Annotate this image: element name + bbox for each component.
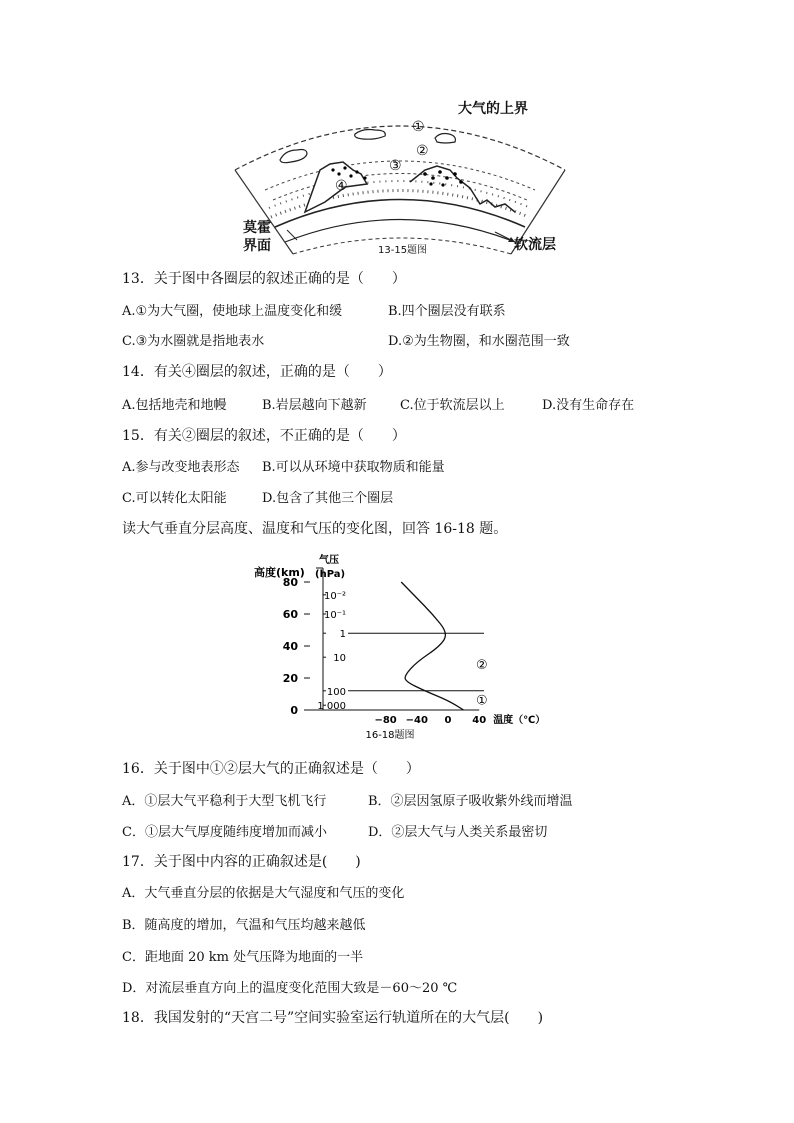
q16-option-d: D．②层大气与人类关系最密切	[368, 825, 548, 840]
section-intro: 读大气垂直分层高度、温度和气压的变化图，回答 16-18 题。	[122, 521, 508, 537]
layer-label-1: ①	[476, 693, 488, 709]
cloud-left	[280, 150, 307, 163]
q16-option-c: C．①层大气厚度随纬度增加而减小	[122, 825, 327, 840]
temperature-tick-label: 0	[444, 715, 452, 726]
height-tick-label: 20	[282, 672, 298, 685]
sphere-label-1: ①	[412, 119, 425, 135]
pressure-tick-label: 1	[339, 629, 346, 641]
atmosphere-chart	[240, 550, 560, 745]
moho-pointer	[287, 230, 297, 240]
sphere-label-2: ②	[416, 143, 429, 159]
pressure-axis-label-2: (hPa)	[315, 569, 346, 580]
q14-option-c: C.位于软流层以上	[400, 398, 505, 413]
q17-option-d: D．对流层垂直方向上的温度变化范围大致是－60～20 ℃	[122, 981, 458, 996]
q14-option-b: B.岩层越向下越新	[262, 398, 367, 413]
q13-option-a: A.①为大气圈，使地球上温度变化和缓	[122, 304, 343, 319]
height-tick-label: 80	[282, 576, 298, 589]
q17-option-b: B．随高度的增加，气温和气压均越来越低	[122, 918, 366, 933]
q17-option-c: C．距地面 20 km 处气压降为地面的一半	[122, 950, 364, 965]
cloud-right	[435, 134, 455, 144]
pressure-tick-label: 10⁻²	[323, 590, 346, 602]
pressure-tick-label: 100	[326, 686, 346, 698]
asthenosphere-label: 软流层	[514, 237, 556, 253]
q17-stem: 17．关于图中内容的正确叙述是( )	[122, 854, 361, 870]
pressure-tick-label: 1 000	[317, 701, 346, 713]
q13-option-c: C.③为水圈就是指地表水	[122, 334, 265, 349]
q16-option-a: A．①层大气平稳利于大型飞机飞行	[122, 794, 327, 809]
q15-option-d: D.包含了其他三个圈层	[262, 491, 394, 506]
moho-label-line1: 莫霍	[243, 220, 271, 236]
height-tick-label: 40	[282, 640, 298, 653]
q14-option-d: D.没有生命存在	[542, 398, 635, 413]
pressure-tick-label: 10	[333, 653, 346, 665]
q15-option-b: B.可以从环境中获取物质和能量	[262, 460, 445, 475]
lithosphere-base-line	[285, 220, 515, 243]
q16-stem: 16．关于图中①②层大气的正确叙述是（ ）	[122, 761, 420, 777]
q15-stem: 15．有关②圈层的叙述，不正确的是（ ）	[122, 428, 406, 444]
atmosphere-upper-boundary-label: 大气的上界	[458, 101, 528, 117]
q15-option-a: A.参与改变地表形态	[122, 460, 240, 475]
layer-label-2: ②	[476, 658, 488, 674]
pressure-axis-label-1: 气压	[319, 555, 339, 566]
height-tick-label: 60	[282, 608, 298, 621]
q18-stem: 18．我国发射的“天宫二号”空间实验室运行轨道所在的大气层( )	[122, 1010, 544, 1026]
q17-option-a: A．大气垂直分层的依据是大气湿度和气压的变化	[122, 886, 405, 901]
pressure-tick-label: 10⁻¹	[323, 610, 346, 621]
q13-option-b: B.四个圈层没有联系	[388, 304, 506, 319]
figure1-caption: 13-15题图	[378, 245, 428, 256]
temperature-axis-label: 温度（℃）	[493, 715, 546, 726]
q13-stem: 13．关于图中各圈层的叙述正确的是（ ）	[122, 271, 406, 287]
q16-option-b: B．②层因氢原子吸收紫外线而增温	[368, 794, 573, 809]
q14-option-a: A.包括地壳和地幔	[122, 398, 227, 413]
sphere-label-3: ③	[389, 158, 402, 174]
q13-option-d: D.②为生物圈，和水圈范围一致	[388, 334, 570, 349]
height-tick-label: 0	[290, 704, 298, 717]
figure2-caption: 16-18题图	[365, 730, 415, 741]
sphere-label-4: ④	[335, 178, 348, 194]
moho-label-line2: 界面	[243, 238, 271, 254]
cloud-middle	[355, 130, 386, 140]
temperature-tick-label: 40	[472, 715, 487, 726]
q14-stem: 14．有关④圈层的叙述，正确的是（ ）	[122, 364, 392, 380]
temperature-tick-label: −40	[405, 715, 428, 726]
temperature-tick-label: −80	[374, 715, 397, 726]
height-axis-label: 高度(km)	[254, 566, 305, 579]
q15-option-c: C.可以转化太阳能	[122, 491, 227, 506]
